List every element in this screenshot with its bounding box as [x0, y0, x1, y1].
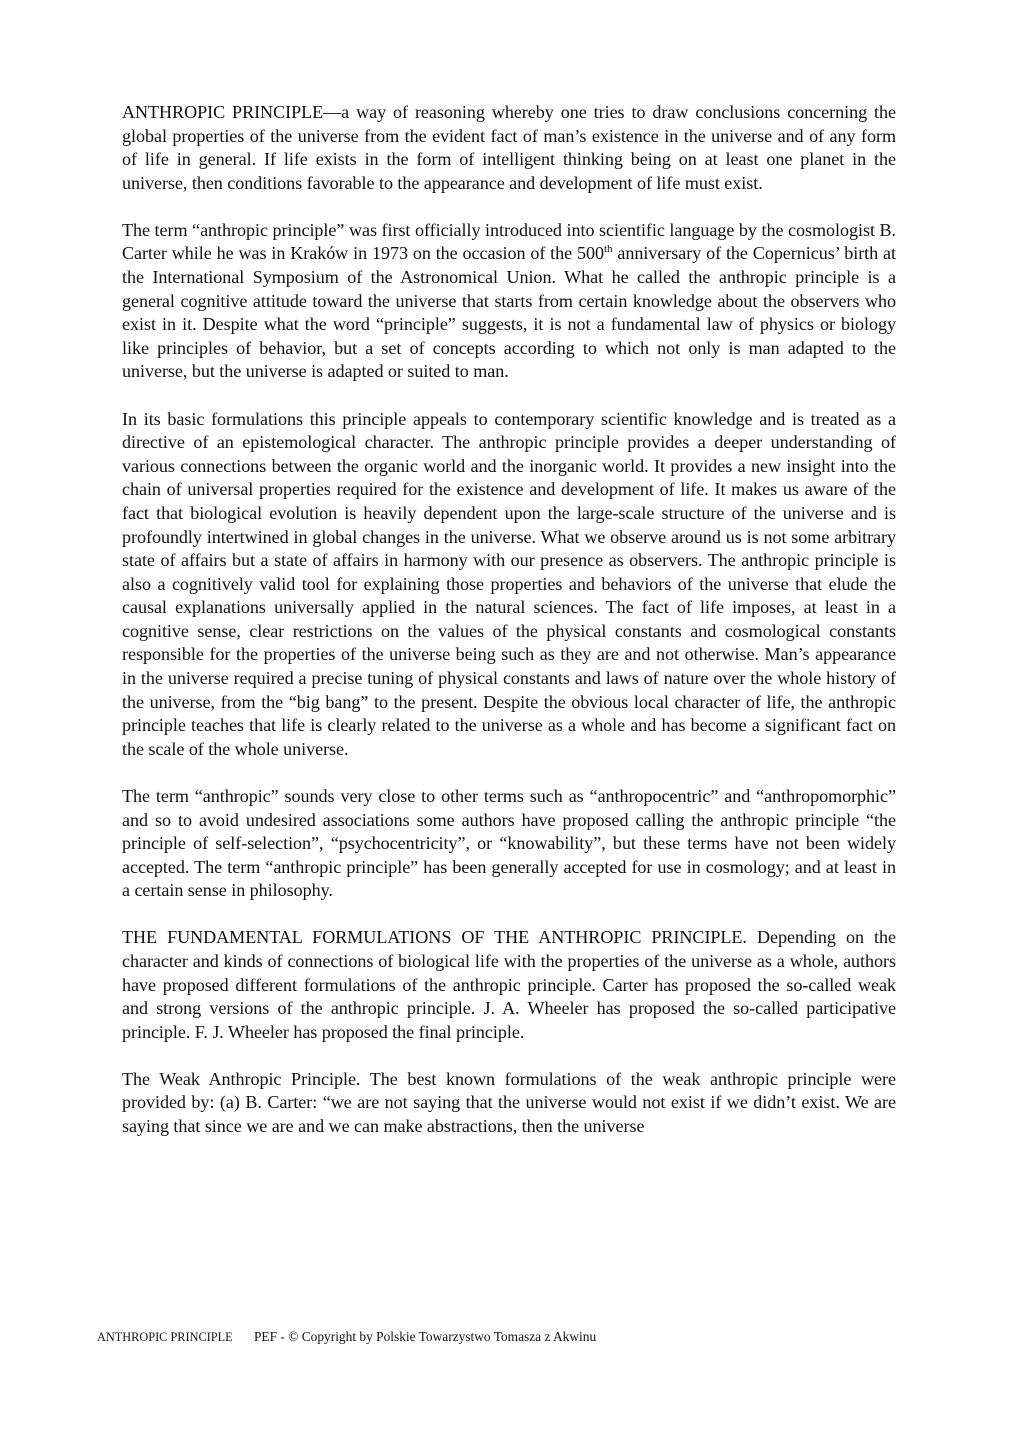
paragraph-terminology: The term “anthropic” sounds very close to other terms such as “anthropocentric” and “anthropomorphic” and so to avoid undesired associations some authors have proposed calling the anthropic principle “the principle of self-selection”, “psychocentricity”, or “knowability”, but these terms have not been widely accepted. The term “anthropic principle” has been generally accepted for use in cosmology; and at least in a certain sense in philosophy.: [122, 785, 896, 901]
paragraph-term-origin: [122, 219, 896, 384]
paragraph-definition: ANTHROPIC PRINCIPLE—a way of reasoning whereby one tries to draw conclusions concerning the global properties of the universe from the evident fact of man’s existence in the universe and of any form of life in general. If life exists in the form of intelligent thinking being on at least one planet in the universe, then conditions favorable to the appearance and development of life must exist.: [122, 102, 896, 193]
document-body: [122, 101, 896, 1162]
page-footer: [97, 1329, 596, 1345]
paragraph-weak-anthropic-principle: The Weak Anthropic Principle. The best known formulations of the weak anthropic principle were provided by: (a) B. Carter: “we are not saying that the universe would not exist if we didn’t exist. We are saying that since we are and we can make abstractions, then the universe: [122, 1068, 896, 1137]
paragraph-text: The term “anthropic principle” was first officially introduced into scientific language by the cosmologist B. Carter while he was in Kraków in 1973 on the occasion of the 500: [122, 219, 896, 264]
footer-copyright: PEF - © Copyright by Polskie Towarzystwo Tomasza z Akwinu: [253, 1329, 597, 1344]
paragraph-text: anniversary of the Copernicus’ birth at the International Symposium of the Astronomical Union. What he called the anthropic principle is a general cognitive attitude toward the universe that starts from certain knowledge about the observers who exist in it. Despite what the word “principle” suggests, it is not a fundamental law of physics or biology like principles of behavior, but a set of concepts according to which not only is man adapted to the universe, but the universe is adapted or suited to man.: [122, 243, 896, 382]
paragraph-basic-formulations: In its basic formulations this principle appeals to contemporary scientific knowledge and is treated as a directive of an epistemological character. The anthropic principle provides a deeper understanding of various connections between the organic world and the inorganic world. It provides a new insight into the chain of universal properties required for the existence and development of life. It makes us aware of the fact that biological evolution is heavily dependent upon the large-scale structure of the universe and is profoundly intertwined in global changes in the universe. What we observe around us is not some arbitrary state of affairs but a state of affairs in harmony with our presence as observers. The anthropic principle is also a cognitively valid tool for explaining those properties and behaviors of the universe that elude the causal explanations universally applied in the natural sciences. The fact of life imposes, at least in a cognitive sense, clear restrictions on the values of the physical constants and cosmological constants responsible for the properties of the universe being such as they are and not otherwise. Man’s appearance in the universe required a precise tuning of physical constants and laws of nature over the whole history of the universe, from the “big bang” to the present. Despite the obvious local character of life, the anthropic principle teaches that life is clearly related to the universe as a whole and has become a significant fact on the scale of the whole universe.: [122, 408, 896, 759]
paragraph-fundamental-formulations: THE FUNDAMENTAL FORMULATIONS OF THE ANTHROPIC PRINCIPLE. Depending on the character and kinds of connections of biological life with the properties of the universe as a whole, authors have proposed different formulations of the anthropic principle. Carter has proposed the so-called weak and strong versions of the anthropic principle. J. A. Wheeler has proposed the so-called participative principle. F. J. Wheeler has proposed the final principle.: [122, 927, 896, 1042]
footer-title: ANTHROPIC PRINCIPLE: [97, 1330, 233, 1344]
ordinal-superscript: th: [604, 243, 613, 256]
